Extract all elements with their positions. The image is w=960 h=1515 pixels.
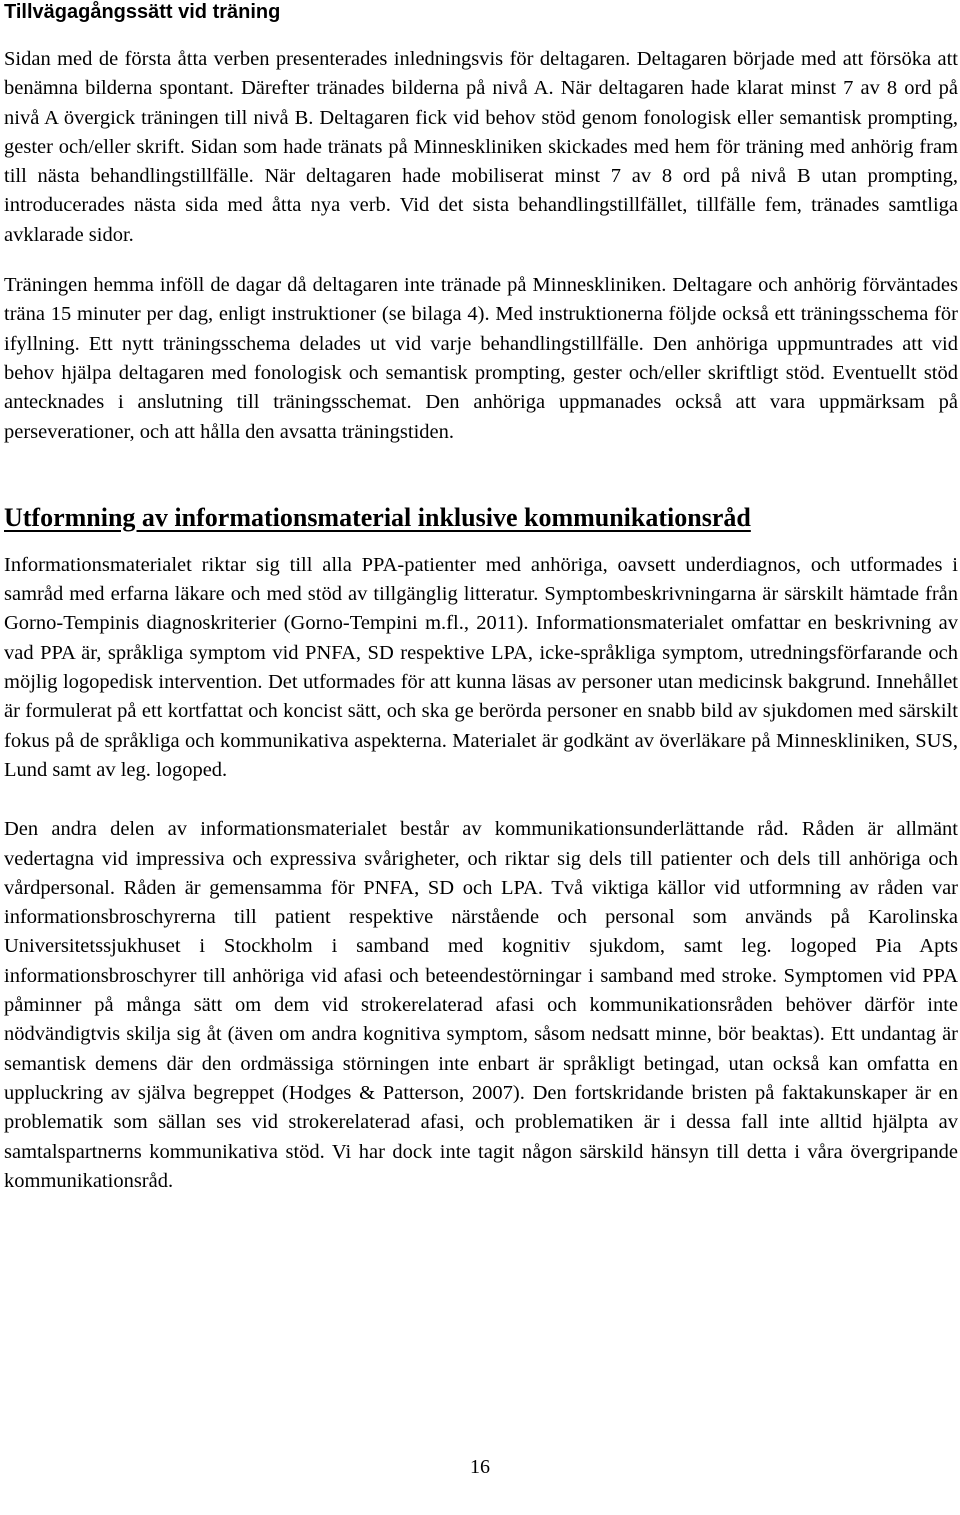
paragraph-information-material-2: Den andra delen av informationsmaterialet består av kommunikationsunderlättande råd. Råden är allmänt vedertagna vid impressiva och expressiva svårigheter, och riktar sig dels till patienter och dels till anhöriga och vårdpersonal. Råden är gemensamma för PNFA, SD och LPA. Två viktiga källor vid utformning av råden var informationsbroschyrerna till patient respektive närstående och personal som används på Karolinska Universitetssjukhuset i Stockholm i samband med kognitiv sjukdom, samt leg. logoped Pia Apts informationsbroschyrer till anhöriga vid afasi och beteendestörningar i samband med stroke. Symptomen vid PPA påminner på många sätt om dem vid strokerelaterad afasi och kommunikationsråden behöver därför inte nödvändigtvis skilja sig åt (även om andra kognitiva symptom, såsom nedsatt minne, bör beaktas). Ett undantag är semantisk demens där den ordmässiga störningen inte enbart är språkligt betingad, utan också kan omfatta en uppluckring av själva begreppet (Hodges & Patterson, 2007). Den fortskridande bristen på faktakunskaper är en problematik som sällan ses vid strokerelaterad afasi, och problematiken är i dessa fall inte alltid hjälpta av samtalspartnerns kommunikativa stöd. Vi har dock inte tagit någon särskild hänsyn till detta i våra övergripande kommunikationsråd.: [4, 818, 958, 1192]
section-heading-information-material: Utformning av informationsmaterial inklusive kommunikationsråd: [4, 502, 751, 532]
page-number: 16: [470, 1456, 490, 1478]
paragraph-training-procedure-2: Träningen hemma inföll de dagar då deltagaren inte tränade på Minneskliniken. Deltagare och anhörig förväntades träna 15 minuter per dag, enligt instruktioner (se bilaga 4). Med instruktionerna följde också ett träningsschema för ifyllning. Ett nytt träningsschema delades ut vid varje behandlingstillfälle. Den anhöriga uppmuntrades att vid behov hjälpa deltagaren med fonologisk och semantisk prompting, gester och/eller skriftligt stöd. Eventuellt stöd antecknades i anslutning till träningsschemat. Den anhöriga uppmanades också att vara uppmärksam på perseverationer, och att hålla den avsatta träningstiden.: [4, 274, 958, 443]
document-page: [4, 0, 958, 1196]
subheading-training-procedure: Tillvägagångssätt vid träning: [4, 1, 281, 23]
paragraph-training-procedure-1: Sidan med de första åtta verben presenterades inledningsvis för deltagaren. Deltagaren började med att försöka att benämna bilderna spontant. Därefter tränades bilderna på nivå A. När deltagaren hade klarat minst 7 av 8 ord på nivå A övergick träningen till nivå B. Deltagaren fick vid behov stöd genom fonologisk eller semantisk prompting, gester och/eller skrift. Sidan som hade tränats på Minneskliniken skickades med hem för träning med anhörig fram till nästa behandlingstillfälle. När deltagaren hade mobiliserat minst 7 av 8 ord på nivå B utan prompting, introducerades nästa sida med åtta nya verb. Vid det sista behandlingstillfället, tillfälle fem, tränades samtliga avklarade sidor.: [4, 48, 958, 246]
paragraph-information-material-1: Informationsmaterialet riktar sig till alla PPA-patienter med anhöriga, oavsett underdiagnos, och utformades i samråd med erfarna läkare och med stöd av tillgänglig litteratur. Symptombeskrivningarna är särskilt hämtade från Gorno-Tempinis diagnoskriterier (Gorno-Tempini m.fl., 2011). Informationsmaterialet omfattar en beskrivning av vad PPA är, språkliga symptom vid PNFA, SD respektive LPA, icke-språkliga symptom, utredningsförfarande och möjlig logopedisk intervention. Det utformades för att kunna läsas av personer utan medicinsk bakgrund. Innehållet är formulerat på ett kortfattat och koncist sätt, och ska ge berörda personer en snabb bild av sjukdomen med särskilt fokus på de språkliga och kommunikativa aspekterna. Materialet är godkänt av överläkare på Minneskliniken, SUS, Lund samt av leg. logoped.: [4, 553, 958, 781]
